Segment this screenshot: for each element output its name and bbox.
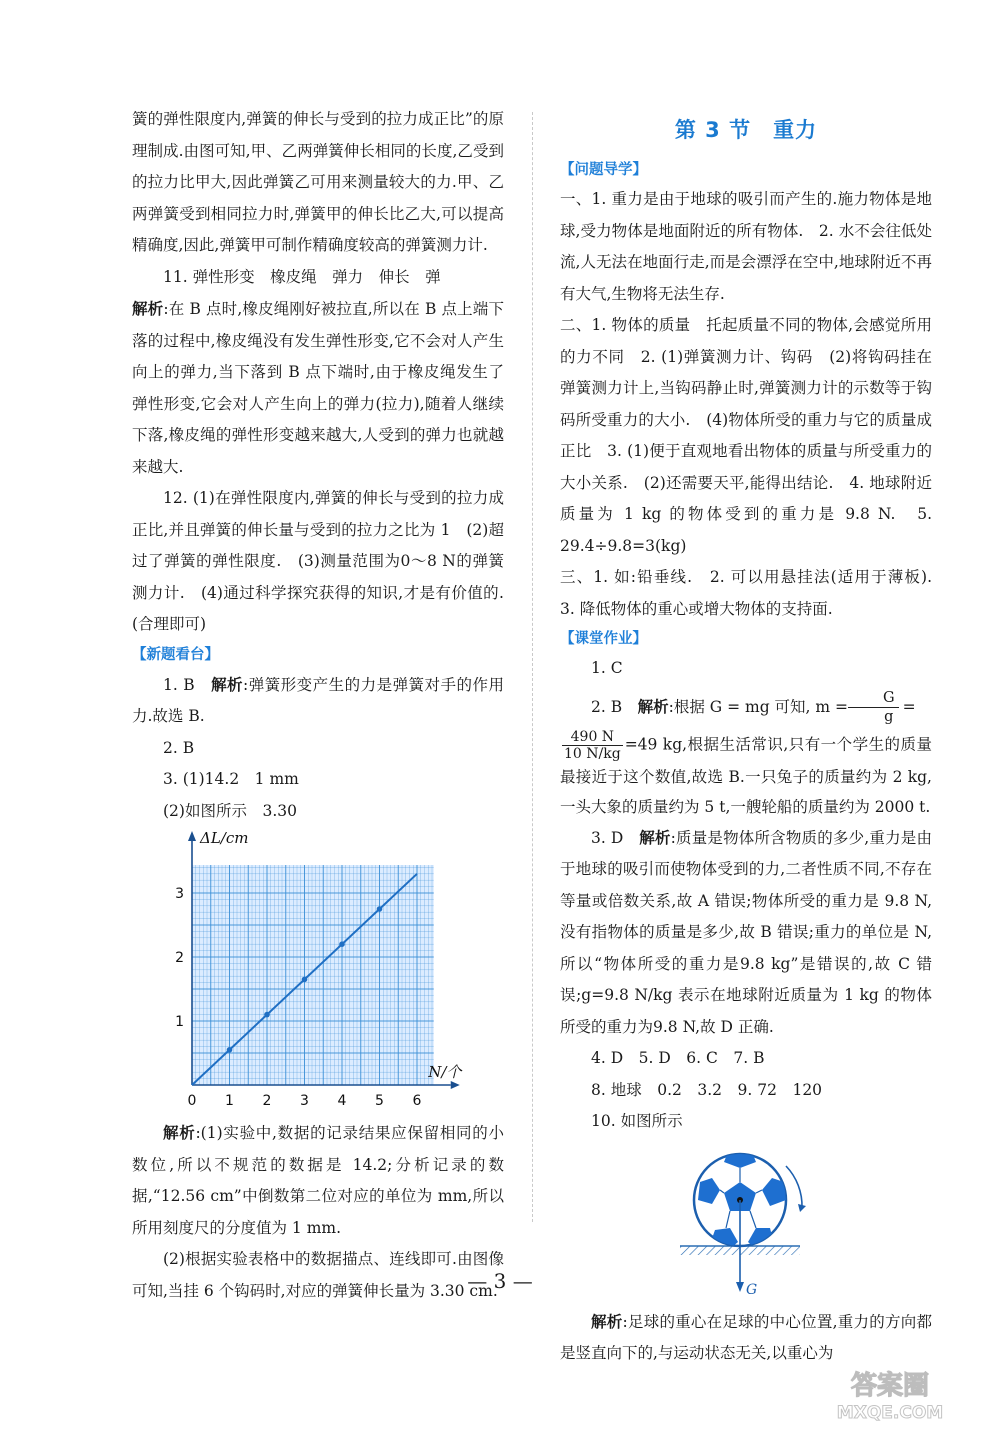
section-tag-new: 【新题看台】 (132, 646, 219, 663)
new-answer-3-part1: 3. (1)14.2 1 mm (163, 770, 299, 788)
answer-11: 11. 弹性形变 橡皮绳 弹力 伸长 弹 (163, 267, 441, 286)
chart-x-arrow (451, 1081, 460, 1089)
svg-text:答案圈: 答案圈 (850, 1371, 930, 1401)
class-answer-1: 1. C (591, 659, 623, 677)
chart-data-point (264, 1012, 270, 1018)
fraction-g-over-g: $\frac{G}{g}$ (848, 689, 899, 726)
chart-x-tick-label: 5 (375, 1093, 384, 1109)
chart-data-point (339, 941, 345, 947)
class-answer-10-analysis: 解析:足球的重心在足球的中心位置,重力的方向都是竖直向下的,与运动状态无关,以重心为 (560, 1311, 932, 1362)
answer-12: 12. (1)在弹性限度内,弹簧的伸长与受到的拉力成正比,并且弹簧的伸长量与受到的拉力之比为 1 (2)超过了弹簧的弹性限度. (3)测量范围为0～8 N的弹簧测力计. (4)通过科学探究获得的知识,才是有价值的.(合理即可) (132, 489, 504, 633)
new-answer-2: 2. B (163, 738, 195, 757)
class-answer-2-cont: $\frac{490 N}{10 N/kg}$ =49 kg,根据生活常识,只有一个学生的质量最接近于这个数值,故选 B.一只兔子的质量约为 2 kg,一头大象的质量约为 5 t,一艘轮船的质量约为 2000 t. (560, 728, 932, 816)
new-answer-3-analysis-2: (2)根据实验表格中的数据描点、连线即可.由图像可知,当挂 6 个钩码时,对应的弹簧伸长量为 3.30 cm. (132, 1250, 504, 1300)
new-answer-3-part2: (2)如图所示 3.30 (163, 801, 297, 820)
class-answer-8-9: 8. 地球 0.2 3.2 9. 72 120 (591, 1080, 823, 1099)
left-column (132, 104, 504, 1307)
section-tag-classwork: 【课堂作业】 (560, 631, 647, 647)
class-answer-2: 2. B 解析:根据 G = mg 可知, m = $\frac{G}{g}$ = (591, 690, 916, 725)
section-title: 第 3 节 重力 (674, 118, 818, 142)
chart-x-tick-label: 1 (225, 1093, 234, 1109)
chart-y-tick-label: 3 (175, 886, 184, 902)
class-answer-10: 10. 如图所示 (591, 1112, 683, 1130)
chart-x-tick-label: 4 (337, 1093, 347, 1109)
chart-data-point (377, 906, 383, 912)
chart-x-axis-label: N/个 (428, 1063, 462, 1081)
answer-11-analysis: 解析:在 B 点时,橡皮绳刚好被拉直,所以在 B 点上端下落的过程中,橡皮绳没有发生弹性形变,它不会对人产生向上的弹力,当下落到 B 点下端时,由于橡皮绳发生了弹性形变,它会对人产生向上的弹力(拉力),随着人继续下落,橡皮绳的弹性形变越来越大,人受到的弹力也就越来越大. (132, 299, 504, 476)
watermark-logo (800, 1364, 980, 1424)
chart-y-arrow (188, 831, 196, 841)
guide-part-3: 三、1. 如:铅垂线. 2. 可以用悬挂法(适用于薄板). 3. 降低物体的重心或增大物体的支持面. (560, 568, 948, 618)
right-column (560, 104, 948, 1370)
chart-x-tick-label: 0 (187, 1093, 197, 1109)
section-tag-guide: 【问题导学】 (560, 162, 647, 178)
chart-x-tick-label: 6 (412, 1093, 422, 1109)
chart-x-tick-label: 2 (262, 1093, 272, 1109)
fraction-490-over-10: $\frac{490 N}{10 N/kg}$ (564, 728, 621, 762)
paragraph-continued: 簧的弹性限度内,弹簧的伸长与受到的拉力成正比”的原理制成.由图可知,甲、乙两弹簧伸长相同的长度,乙受到的拉力比甲大,因此弹簧乙可用来测量较大的力.甲、乙两弹簧受到相同拉力时,弹簧甲的伸长比乙大,可以提高精确度,因此,弹簧甲可制作精确度较高的弹簧测力计. (132, 110, 504, 254)
new-answer-3-analysis: 解析:(1)实验中,数据的记录结果应保留相同的小数位,所以不规范的数据是 14.2;分析记录的数据,“12.56 cm”中倒数第二位对应的单位为 mm,所以所用刻度尺的分度值为 1 mm. (132, 1123, 504, 1237)
svg-text:MXQE.COM: MXQE.COM (836, 1403, 944, 1423)
column-divider (532, 112, 533, 1222)
chart-x-tick-label: 3 (300, 1093, 309, 1109)
chart-y-axis-label: ΔL/cm (200, 829, 249, 847)
chart-y-tick-label: 2 (175, 950, 184, 966)
analysis-label: 解析 (132, 299, 164, 318)
new-answer-1: 1. B 解析:弹簧形变产生的力是弹簧对手的作用力.故选 B. (132, 674, 504, 725)
class-answer-3: 3. D 解析:质量是物体所含物质的多少,重力是由于地球的吸引而使物体受到的力,二者性质不同,不存在等量或倍数关系,故 A 错误;物体所受的重力是 9.8 N,没有指物体的质量是多少,故 B 错误;重力的单位是 N,所以“物体所受的重力是9.8 kg”是错误的,故 C 错误;g=9.8 N/kg 表示在地球附近质量为 1 kg 的物体所受的重力为9.8 N,故 D 正确. (560, 827, 932, 1036)
guide-part-2: 二、1. 物体的质量 托起质量不同的物体,会感觉所用的力不同 2. (1)弹簧测力计、钩码 (2)将钩码挂在弹簧测力计上,当钩码静止时,弹簧测力计的示数等于钩码所受重力的大小. (4)物体所受的重力与它的质量成正比 3. (1)便于直观地看出物体的质量与所受重力的大小关系. (2)还需要天平,能得出结论. 4. 地球附近质量为 1 kg 的物体受到的重力是 9.8 N. 5. 29.4÷9.8=3(kg) (560, 316, 932, 555)
chart-data-point (227, 1047, 233, 1053)
class-answer-4-7: 4. D 5. D 6. C 7. B (591, 1049, 765, 1067)
chart-y-tick-label: 1 (175, 1014, 184, 1030)
spring-chart-svg (132, 827, 504, 1117)
page-number: — 3 — (467, 1269, 533, 1293)
gravity-label: G (746, 1281, 758, 1298)
chart-data-point (302, 977, 308, 983)
guide-part-1: 一、1. 重力是由于地球的吸引而产生的.施力物体是地球,受力物体是地面附近的所有物体. 2. 水不会往低处流,人无法在地面行走,而是会漂浮在空中,地球附近不再有大气,生物将无法生存. (560, 190, 932, 303)
spring-chart (132, 827, 504, 1117)
